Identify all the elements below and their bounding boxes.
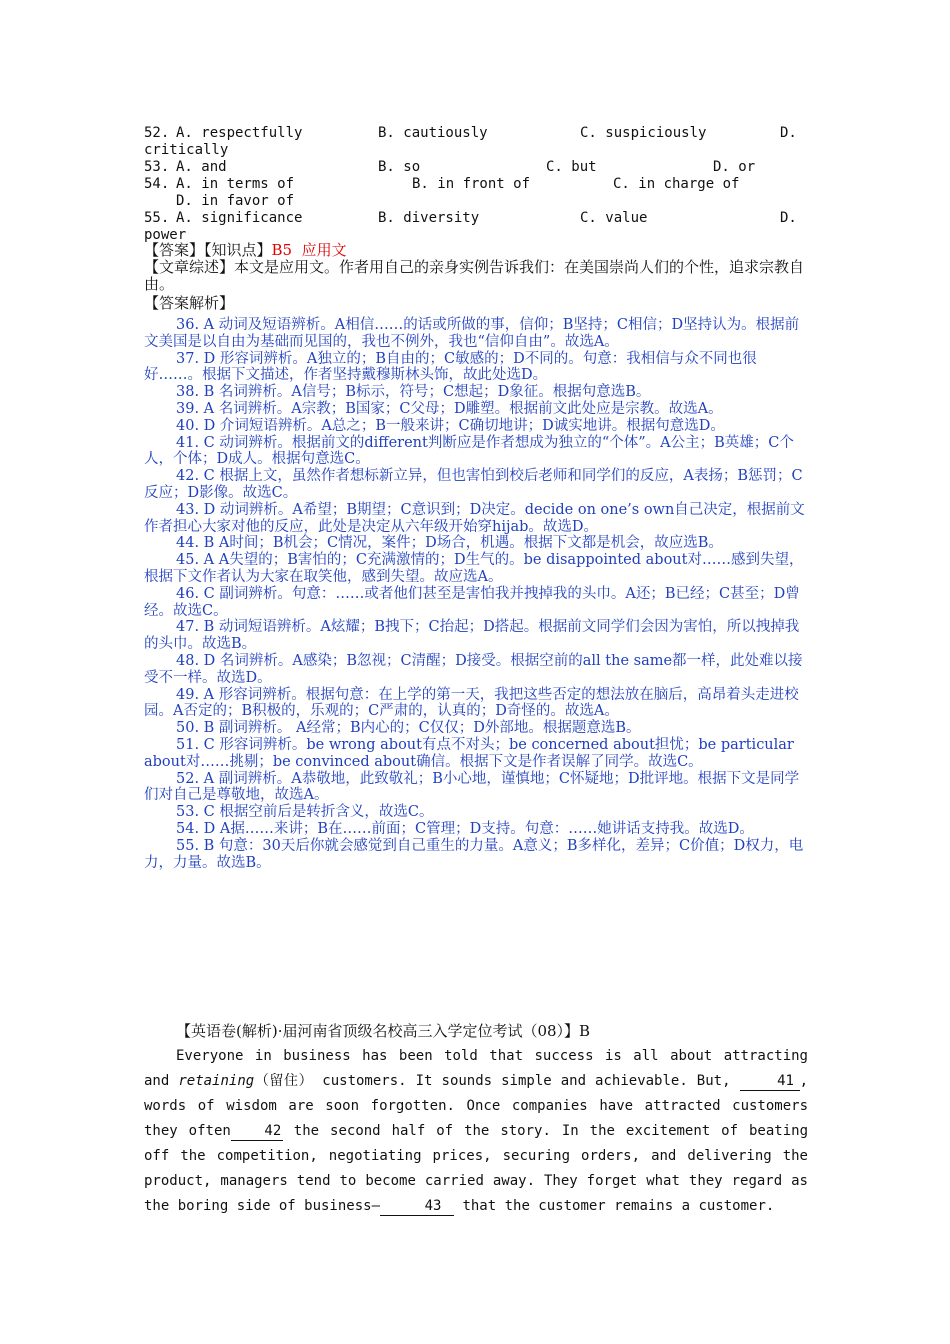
option-a: A. and — [176, 159, 227, 175]
explanation-37: 37. D 形容词辨析。A独立的；B自由的；C敏感的；D不同的。句意：我相信与众不同也很好……。根据下文描述，作者坚持戴穆斯林头饰，故此处选D。 — [144, 350, 757, 384]
explanation-51: 51. C 形容词辨析。be wrong about有点不对头；be concerned about担忧；be particular about对……挑剔；be convinced about确信。根据下文是作者误解了同学。故选C。 — [144, 736, 794, 770]
option-d: D. — [780, 210, 797, 226]
option-c: C. suspiciously — [580, 125, 707, 141]
blank-41[interactable]: 41 — [740, 1072, 800, 1091]
option-d-wrap: critically — [144, 142, 229, 158]
option-a: A. in terms of — [176, 176, 295, 192]
knowledge-topic: 应用文 — [301, 241, 347, 259]
option-b: B. diversity — [378, 210, 480, 226]
explanation-38: 38. B 名词辨析。A信号；B标示，符号；C想起；D象征。根据句意选B。 — [176, 384, 651, 401]
question-number: 55. — [144, 210, 170, 226]
passage-gloss: （留住） — [254, 1073, 314, 1089]
explanation-36: 36. A 动词及短语辨析。A相信……的话或所做的事，信仰；B坚持；C相信；D坚持认为。根据前文美国是以自由为基础而见国的，我也不例外，我也“信仰自由”。故选A。 — [144, 317, 800, 350]
option-c: C. in charge of — [613, 176, 740, 192]
reading-passage — [144, 1044, 808, 1219]
option-d-wrap: power — [144, 227, 187, 243]
passage-text-4: the second half of the story. In the excitement of beating off the competition, negotiating prices, securing orders, and delivering the product, managers tend to become carried away. They forget what they regard as the boring side of business— — [144, 1123, 808, 1214]
question-number: 52. — [144, 125, 170, 141]
blank-42[interactable]: 42 — [231, 1122, 283, 1141]
explanation-54: 54. D A据……来讲；B在……前面；C管理；D支持。句意：……她讲话支持我。故选D。 — [176, 820, 754, 837]
explanation-45: 45. A A失望的；B害怕的；C充满激情的；D生气的。be disappointed about对……感到失望，根据下文作者认为大家在取笑他，感到失望。故应选A。 — [144, 552, 804, 585]
explanation-41: 41. C 动词辨析。根据前文的different判断应是作者想成为独立的“个体”。A公主；B英雄；C个人，个体；D成人。根据句意选C。 — [144, 434, 794, 468]
explanation-39: 39. A 名词辨析。A宗教；B国家；C父母；D雕塑。根据前文此处应是宗教。故选A。 — [176, 400, 723, 417]
explanation-43: 43. D 动词辨析。A希望；B期望；C意识到；D决定。decide on one’s own自己决定，根据前文作者担心大家对他的反应，此处是决定从六年级开始穿hijab。故选D。 — [144, 501, 805, 535]
answer-label: 【答案】 — [144, 241, 205, 259]
analysis-label: 【答案解析】 — [144, 294, 235, 312]
knowledge-code: B5 — [271, 241, 293, 259]
section-title: 【英语卷(解析)·届河南省顶级名校高三入学定位考试（08）】B — [176, 1022, 591, 1040]
option-c: C. but — [546, 159, 597, 175]
option-a: A. respectfully — [176, 125, 303, 141]
explanation-50: 50. B 副词辨析。 A经常；B内心的；C仅仅；D外部地。根据题意选B。 — [176, 720, 641, 737]
explanation-47: 47. B 动词短语辨析。A炫耀；B拽下；C抬起；D搭起。根据前文同学们会因为害怕，所以拽掉我的头巾。故选B。 — [144, 619, 800, 653]
explanation-44: 44. B A时间；B机会；C情况，案件；D场合，机遇。根据下文都是机会，故应选B。 — [176, 535, 723, 552]
option-a: A. significance — [176, 210, 303, 226]
option-b: B. so — [378, 159, 421, 175]
explanations-block — [144, 317, 812, 871]
explanation-40: 40. D 介词短语辨析。A总之；B一般来讲；C确切地讲；D诚实地讲。根据句意选D。 — [176, 417, 725, 434]
explanation-42: 42. C 根据上文，虽然作者想标新立异，但也害怕到校后老师和同学们的反应，A表扬；B惩罚；C反应；D影像。故选C。 — [144, 468, 803, 501]
question-number: 54. — [144, 176, 170, 192]
summary-label: 【文章综述】 — [144, 258, 235, 276]
summary-text: 本文是应用文。作者用自己的亲身实例告诉我们：在美国崇尚人们的个性，追求宗教自由。 — [144, 258, 805, 293]
blank-43[interactable]: 43 — [380, 1197, 454, 1216]
question-number: 53. — [144, 159, 170, 175]
option-c: C. value — [580, 210, 648, 226]
option-b: B. cautiously — [378, 125, 488, 141]
option-d: D. — [780, 125, 797, 141]
explanation-48: 48. D 名词辨析。A感染；B忽视；C清醒；D接受。根据空前的all the same都一样，此处难以接受不一样。故选D。 — [144, 652, 803, 686]
passage-italic-word: retaining — [178, 1073, 255, 1089]
passage-text-5: that the customer remains a customer. — [454, 1198, 775, 1214]
explanation-49: 49. A 形容词辨析。根据句意：在上学的第一天，我把这些否定的想法放在脑后，高昂着头走进校园。A否定的；B积极的，乐观的；C严肃的，认真的；D奇怪的。故选A。 — [144, 686, 799, 720]
passage-line-1: Everyone in business has been told that success is all about attracting and — [144, 1048, 808, 1089]
option-b: B. in front of — [412, 176, 531, 192]
passage-text-2: customers. It sounds simple and achievable. But, — [313, 1073, 740, 1089]
answer-tag-line — [144, 242, 347, 259]
explanation-52: 52. A 副词辨析。A恭敬地，此致敬礼；B小心地，谨慎地；C怀疑地；D批评地。根据下文是同学们对自己是尊敬地，故选A。 — [144, 770, 800, 804]
option-d: D. or — [713, 159, 756, 175]
explanation-53: 53. C 根据空前后是转折含义，故选C。 — [176, 804, 434, 821]
knowledge-point-label: 【知识点】 — [204, 241, 272, 259]
option-d-wrap: D. in favor of — [176, 193, 295, 209]
explanation-55: 55. B 句意：30天后你就会感觉到自己重生的力量。A意义；B多样化，差异；C价值；D权力，电力，力量。故选B。 — [144, 837, 804, 871]
article-summary — [144, 259, 812, 293]
explanation-46: 46. C 副词辨析。句意：……或者他们甚至是害怕我并拽掉我的头巾。A还；B已经；C甚至；D曾经。故选C。 — [144, 585, 800, 619]
passage-text-3: , words of wisdom are soon forgotten. Once companies have attracted customers they often — [144, 1073, 808, 1139]
